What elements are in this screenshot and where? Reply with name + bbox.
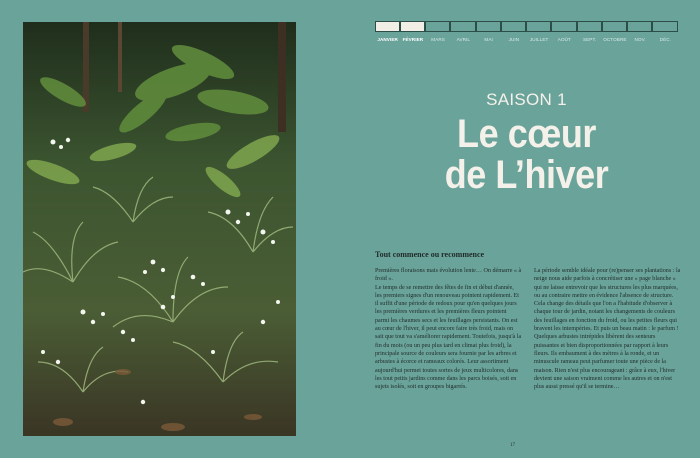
month-label: AOÛT bbox=[557, 37, 571, 42]
month-label: MARS bbox=[431, 37, 445, 42]
month-10 bbox=[628, 21, 653, 42]
month-box bbox=[501, 21, 526, 32]
column-1-paragraph: Premières floraisons mais évolution lente… On démarre « à froid ». bbox=[375, 268, 522, 283]
month-9 bbox=[602, 21, 627, 42]
month-0 bbox=[375, 21, 400, 42]
body-column-2 bbox=[534, 267, 681, 391]
month-box bbox=[577, 21, 602, 32]
season-label: SAISON 1 bbox=[486, 90, 567, 109]
month-5 bbox=[501, 21, 526, 42]
month-box bbox=[400, 21, 425, 32]
chapter-title bbox=[390, 114, 663, 196]
month-label: JUIN bbox=[508, 37, 520, 42]
month-box bbox=[652, 21, 677, 32]
month-1 bbox=[400, 21, 425, 42]
month-label: OCTOBRE bbox=[603, 37, 627, 42]
column-1-paragraph: Le temps de se remettre des fêtes de fin et début d'année, les premiers signes d'un renouveau pointent rapidement. Et il suffit d'une période de redoux pour qu'en quelques jours les premières verdures et les premières fleurs pointent parmi les chaumes secs et les feuillages persistants. On est au cœur de l'hiver, il peut encore faire très froid, mais on sait que tout va s'améliorer rapidement. Toutefois, jusqu'à la fin du mois (ou un peu plus tard en climat plus froid), la principale source de couleurs sera fournie par les arbres et arbustes à écorce et rameaux colorés. Leur assortiment aujourd'hui permet toutes sortes de jeux multicolores, dans les tout petits jardins comme dans les parcs boisés, soit en sujets isolés, soit en groupes bigarrés. bbox=[375, 284, 522, 391]
column-2-paragraph: La période semble idéale pour (re)penser ses plantations : la neige nous aide parfois à concrétiser une « page blanche » qui ne laisse entrevoir que les structures les plus marquées, ou au contraire mettre en évidence l'absence de structure. Cela change des détails que l'on a l'habitude d'observer à chaque tour de jardin, notant les changements de couleurs des feuillages en fonction du froid, ou les petites fleurs qui bravent les intempéries. Et puis un beau matin : le parfum ! Quelques arbustes intrépides libèrent des senteurs puissantes et bien disproportionnées par rapport à leurs fleurs. Ils embaument à des mètres à la ronde, et un minuscule rameau peut parfumer toute une pièce de la maison. Rien n'est plus encourageant : grâce à eux, l'hiver devient une saison vraiment comme les autres et on n'est plus aussi pressé qu'il se termine… bbox=[534, 268, 681, 391]
month-label: AVRIL bbox=[456, 37, 471, 42]
section-heading: Tout commence ou recommence bbox=[375, 250, 485, 259]
month-box bbox=[602, 21, 627, 32]
garden-photo-illustration bbox=[23, 22, 296, 436]
chapter-title-line-2: de L’hiver bbox=[444, 153, 609, 197]
page-number: 17 bbox=[510, 443, 515, 448]
month-timeline bbox=[375, 21, 678, 42]
month-2 bbox=[426, 21, 451, 42]
month-box bbox=[375, 21, 400, 32]
month-label: JANVIER bbox=[377, 37, 398, 42]
month-box bbox=[551, 21, 576, 32]
garden-photo bbox=[23, 22, 296, 436]
month-4 bbox=[476, 21, 501, 42]
month-box bbox=[627, 21, 652, 32]
month-box bbox=[425, 21, 450, 32]
chapter-title-line-1: Le cœur bbox=[457, 112, 596, 156]
month-label: MAI bbox=[484, 37, 493, 42]
month-3 bbox=[451, 21, 476, 42]
month-label: DÉC. bbox=[659, 37, 672, 42]
month-label: JUILLET bbox=[529, 37, 549, 42]
month-box bbox=[526, 21, 551, 32]
month-8 bbox=[577, 21, 602, 42]
month-box bbox=[450, 21, 475, 32]
month-6 bbox=[527, 21, 552, 42]
month-label: NOV. bbox=[634, 37, 646, 42]
month-label: FÉVRIER bbox=[402, 37, 424, 42]
month-label: SEPT. bbox=[582, 37, 597, 42]
month-11 bbox=[653, 21, 678, 42]
month-7 bbox=[552, 21, 577, 42]
month-box bbox=[476, 21, 501, 32]
body-column-1 bbox=[375, 267, 522, 391]
